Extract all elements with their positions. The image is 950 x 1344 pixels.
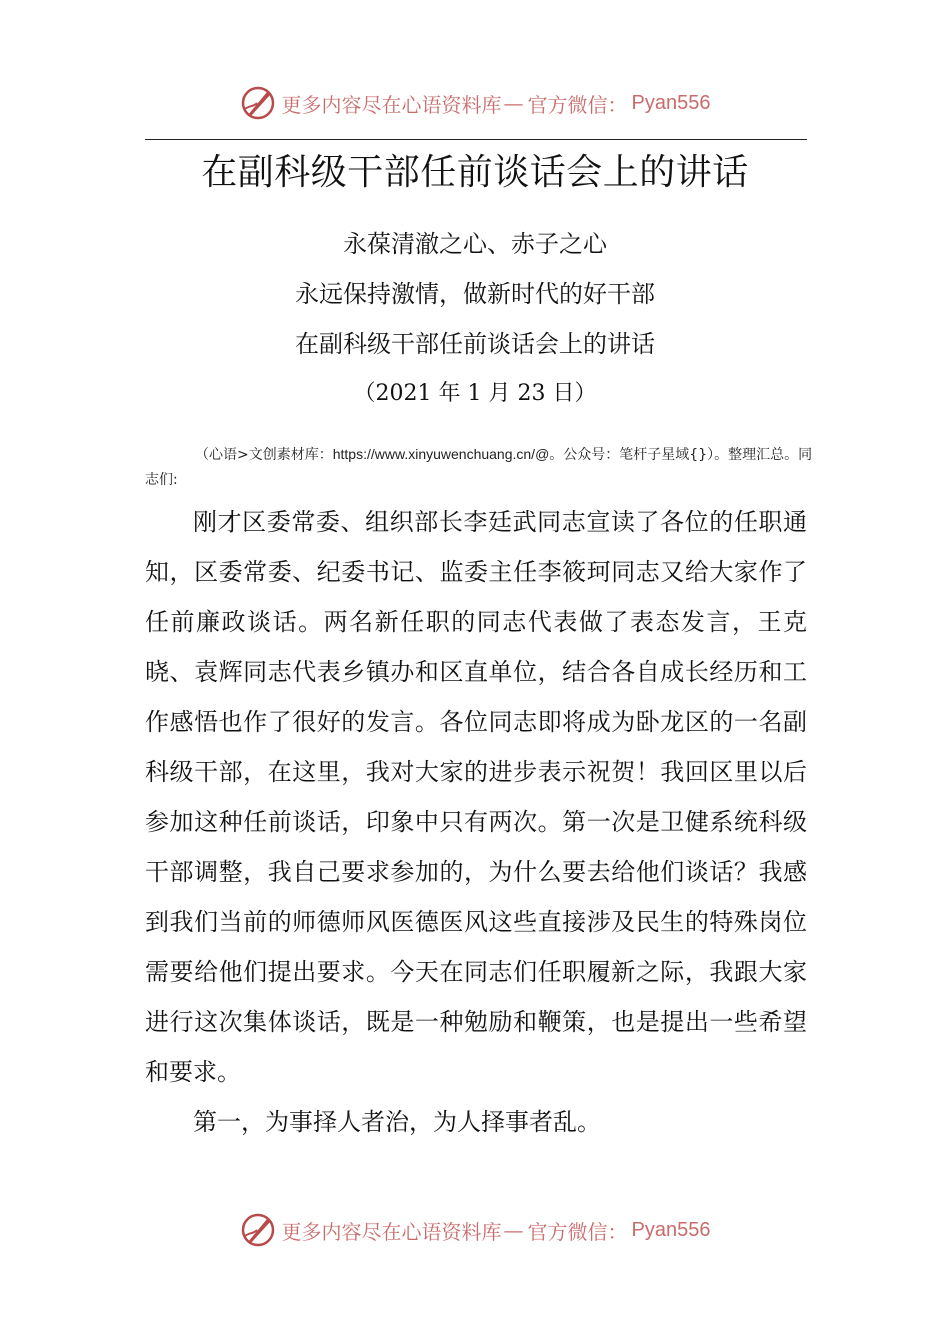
banner-site-text: 更多内容尽在心语资料库 bbox=[281, 92, 502, 117]
header-watermark-banner bbox=[0, 83, 950, 123]
body-paragraph-1: 刚才区委常委、组织部长李廷武同志宣读了各位的任职通知，区委常委、纪委书记、监委主任李筱珂同志又给大家作了任前廉政谈话。两名新任职的同志代表做了表态发言，王克晓、袁辉同志代表乡镇办和区直单位，结合各自成长经历和工作感悟也作了很好的发言。各位同志即将成为卧龙区的一名副科级干部，在这里，我对大家的进步表示祝贺！我回区里以后参加这种任前谈话，印象中只有两次。第一次是卫健系统科级干部调整，我自己要求参加的，为什么要去给他们谈话？我感到我们当前的师德师风医德医风这些直接涉及民生的特殊岗位需要给他们提出要求。今天在同志们任职履新之际，我跟大家进行这次集体谈话，既是一种勉励和鞭策，也是提出一些希望和要求。 bbox=[145, 508, 807, 1086]
speech-body bbox=[145, 497, 807, 1147]
banner-wechat-handle: Pyan556 bbox=[631, 91, 711, 114]
source-note-prefix: （心语>文创素材库： bbox=[195, 447, 333, 463]
quill-logo-icon bbox=[240, 85, 276, 121]
header-divider bbox=[145, 139, 807, 140]
banner-wechat-label: 官方微信： bbox=[527, 92, 628, 117]
banner-separator: — bbox=[503, 91, 524, 115]
source-note-suffix: 。公众号：笔杆子星域{}）。整理汇总。同志们: bbox=[145, 447, 813, 488]
banner-wechat-handle: Pyan556 bbox=[631, 1218, 711, 1241]
banner-separator: — bbox=[503, 1218, 524, 1242]
speech-date: （2021 年 1 月 23 日） bbox=[353, 381, 597, 406]
quill-logo-icon bbox=[240, 1212, 276, 1248]
subtitle-line-3: 在副科级干部任前谈话会上的讲话 bbox=[295, 330, 655, 358]
banner-site-text: 更多内容尽在心语资料库 bbox=[281, 1219, 502, 1244]
body-paragraph-2: 第一，为事择人者治，为人择事者乱。 bbox=[193, 1108, 601, 1136]
document-title: 在副科级干部任前谈话会上的讲话 bbox=[201, 152, 749, 193]
footer-watermark-banner bbox=[0, 1210, 950, 1250]
subtitle-line-1: 永葆清澈之心、赤子之心 bbox=[343, 230, 607, 258]
source-note bbox=[145, 442, 820, 493]
source-note-url: https://www.xinyuwenchuang.cn/@ bbox=[332, 446, 550, 462]
banner-wechat-label: 官方微信： bbox=[527, 1219, 628, 1244]
subtitle-line-2: 永远保持激情，做新时代的好干部 bbox=[295, 280, 655, 308]
